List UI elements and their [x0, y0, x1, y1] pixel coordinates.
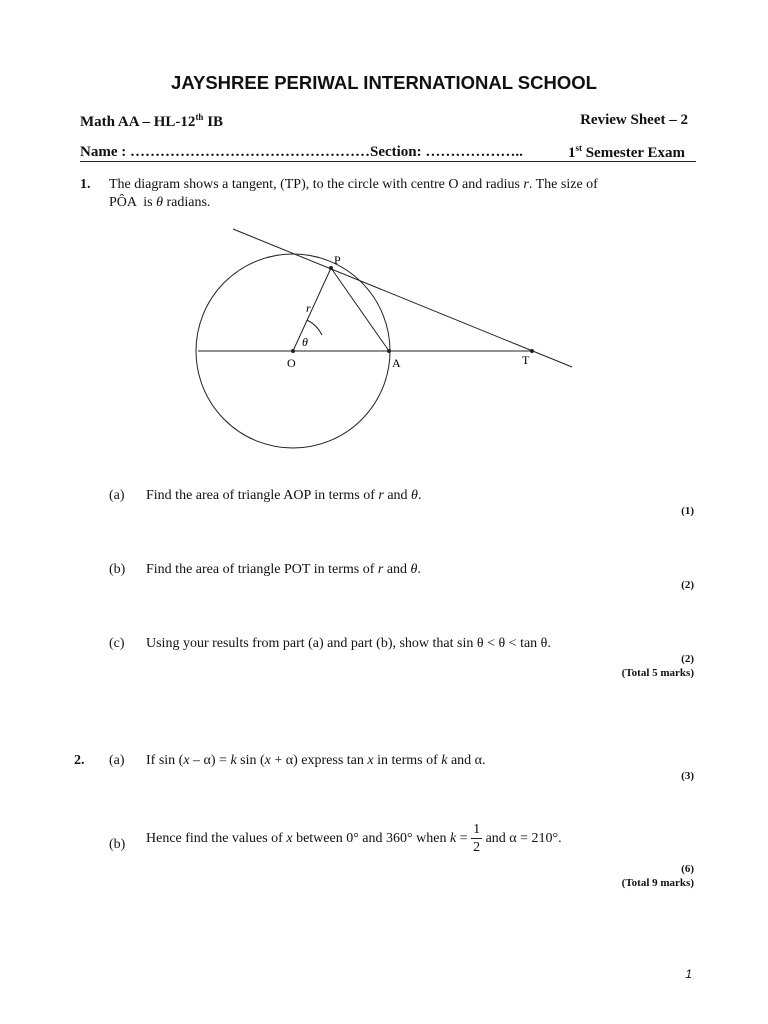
review-sheet-label: Review Sheet – 2	[580, 112, 688, 128]
point-a	[387, 349, 391, 353]
q1-intro-line1: The diagram shows a tangent, (TP), to the circle with centre O and radius r. The size of	[109, 177, 598, 192]
q1b-marks: (2)	[681, 579, 694, 591]
label-p: P	[334, 253, 341, 267]
semester-label: 1st Semester Exam	[567, 143, 685, 161]
point-o	[291, 349, 295, 353]
page-number: 1	[685, 967, 692, 981]
label-a: A	[392, 356, 401, 370]
q1c-label: (c)	[109, 636, 125, 651]
q1c-marks: (2)	[681, 653, 694, 665]
q2-number: 2.	[74, 753, 85, 768]
q1b-text: Find the area of triangle POT in terms of r and θ.	[146, 562, 421, 577]
q2-total-marks: (Total 9 marks)	[621, 877, 694, 889]
q1a-marks: (1)	[681, 505, 694, 517]
point-p	[329, 266, 333, 270]
q1c-text: Using your results from part (a) and part (b), show that sin θ < θ < tan θ.	[146, 636, 551, 651]
course-label: Math AA – HL-12th IB	[80, 112, 224, 130]
label-o: O	[287, 356, 296, 370]
q2a-marks: (3)	[681, 770, 694, 782]
label-t: T	[522, 353, 530, 367]
q1b-label: (b)	[109, 562, 126, 577]
radius-op	[293, 268, 331, 351]
name-section-line: Name : …………………………………………Section: ………………..	[80, 144, 523, 160]
q1-intro-line2: PÔA is θ radians.	[109, 195, 211, 210]
label-theta: θ	[302, 335, 308, 349]
q1a-label: (a)	[109, 488, 125, 503]
q1-number: 1.	[80, 177, 91, 192]
q1-total-marks: (Total 5 marks)	[621, 667, 694, 679]
q2a-label: (a)	[109, 753, 125, 768]
tangent-line-tp	[233, 229, 572, 367]
q1a-text: Find the area of triangle AOP in terms of r and θ.	[146, 488, 422, 503]
q2b-marks: (6)	[681, 863, 694, 875]
q2a-text: If sin (x – α) = k sin (x + α) express tan x in terms of k and α.	[146, 753, 486, 768]
q2b-label: (b)	[109, 837, 126, 852]
angle-arc-theta	[307, 320, 322, 335]
label-r: r	[306, 301, 311, 315]
point-t	[530, 349, 534, 353]
school-title: JAYSHREE PERIWAL INTERNATIONAL SCHOOL	[171, 72, 597, 93]
fraction-one-half: $\frac{1}{2}$	[473, 822, 481, 855]
q2b-text: Hence find the values of x between 0° and 360° when k = $\frac{1}{2}$ and α = 210°.	[146, 822, 562, 855]
